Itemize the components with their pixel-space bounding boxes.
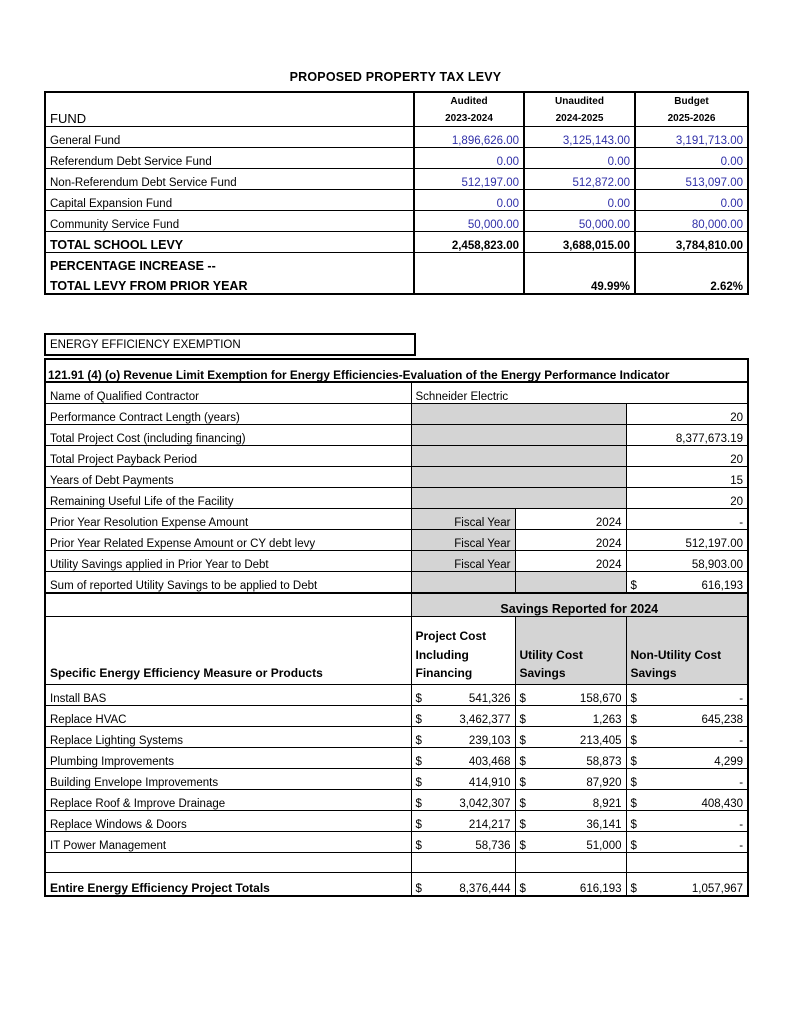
measure-nonutility-savings <box>626 811 748 832</box>
fund-budget-value: 0.00 <box>635 148 748 169</box>
table-row <box>45 211 748 232</box>
measure-name: Plumbing Improvements <box>45 748 411 769</box>
fiscal-label: Prior Year Related Expense Amount or CY debt levy <box>45 530 411 551</box>
measure-row <box>45 811 748 832</box>
spacer-cell <box>626 853 748 873</box>
table-row <box>45 169 748 190</box>
measure-project-cost-value: 239,103 <box>468 734 511 747</box>
project-totals-row <box>45 873 748 897</box>
pct-unaudited-value <box>524 253 635 274</box>
sum-amount-value: 616,193 <box>701 579 744 592</box>
measure-nonutility-savings <box>626 832 748 853</box>
measure-nonutility-savings-value: - <box>739 776 744 789</box>
measure-project-cost <box>411 727 515 748</box>
prior-unaudited-value: 49.99% <box>524 273 635 294</box>
totals-utility-savings <box>515 873 626 897</box>
percentage-increase-row <box>45 253 748 274</box>
currency-symbol: $ <box>630 713 637 726</box>
totals-nonutility-savings-value: 1,057,967 <box>691 882 744 895</box>
fund-budget-value: 3,191,713.00 <box>635 127 748 148</box>
fund-unaudited-value: 0.00 <box>524 190 635 211</box>
currency-symbol: $ <box>630 776 637 789</box>
currency-symbol: $ <box>630 839 637 852</box>
currency-symbol: $ <box>630 818 637 831</box>
spacer-cell <box>45 853 411 873</box>
measure-row <box>45 706 748 727</box>
fund-name: General Fund <box>45 127 414 148</box>
energy-efficiency-exemption-caption <box>44 333 416 356</box>
utility-line1: Utility Cost <box>519 647 583 662</box>
table-row <box>45 488 748 509</box>
sum-blank-2 <box>515 572 626 594</box>
sum-label: Sum of reported Utility Savings to be applied to Debt <box>45 572 411 594</box>
measure-name: Replace Lighting Systems <box>45 727 411 748</box>
currency-symbol: $ <box>415 755 422 768</box>
detail-mid <box>411 467 626 488</box>
column-header-utility-savings <box>515 617 626 685</box>
detail-value: 8,377,673.19 <box>626 425 748 446</box>
fiscal-label: Utility Savings applied in Prior Year to Debt <box>45 551 411 572</box>
measures-header-row <box>45 617 748 685</box>
contractor-label: Name of Qualified Contractor <box>45 382 411 404</box>
currency-symbol: $ <box>415 797 422 810</box>
measure-nonutility-savings-value: - <box>739 818 744 831</box>
measure-utility-savings-value: 1,263 <box>592 713 622 726</box>
currency-symbol: $ <box>630 692 637 705</box>
measure-project-cost <box>411 685 515 706</box>
measure-row <box>45 832 748 853</box>
measure-nonutility-savings <box>626 685 748 706</box>
fund-budget-value: 513,097.00 <box>635 169 748 190</box>
table-header-row <box>45 92 748 110</box>
project-cost-line3: Financing <box>415 666 473 681</box>
measure-name: IT Power Management <box>45 832 411 853</box>
sum-utility-savings-row <box>45 572 748 594</box>
measure-nonutility-savings-value: 4,299 <box>714 755 744 768</box>
measure-nonutility-savings <box>626 727 748 748</box>
fiscal-year-value: 2024 <box>515 551 626 572</box>
column-header-project-cost <box>411 617 515 685</box>
measure-row <box>45 748 748 769</box>
currency-symbol: $ <box>519 882 526 895</box>
measure-name: Replace Roof & Improve Drainage <box>45 790 411 811</box>
contractor-value: Schneider Electric <box>411 382 748 404</box>
measure-utility-savings-value: 213,405 <box>579 734 622 747</box>
detail-value: 20 <box>626 446 748 467</box>
measure-project-cost-value: 541,326 <box>468 692 511 705</box>
total-unaudited-value: 3,688,015.00 <box>524 232 635 253</box>
measure-utility-savings <box>515 769 626 790</box>
fiscal-year-row <box>45 551 748 572</box>
currency-symbol: $ <box>519 797 526 810</box>
column-header-nonutility-savings <box>626 617 748 685</box>
fund-audited-value: 0.00 <box>414 148 524 169</box>
currency-symbol: $ <box>415 818 422 831</box>
currency-symbol: $ <box>519 818 526 831</box>
measure-nonutility-savings <box>626 769 748 790</box>
fund-audited-value: 512,197.00 <box>414 169 524 190</box>
table-row <box>45 467 748 488</box>
detail-label: Performance Contract Length (years) <box>45 404 411 425</box>
measure-utility-savings <box>515 685 626 706</box>
measure-utility-savings-value: 87,920 <box>586 776 622 789</box>
currency-symbol: $ <box>415 692 422 705</box>
measure-project-cost-value: 214,217 <box>468 818 511 831</box>
total-budget-value: 3,784,810.00 <box>635 232 748 253</box>
currency-symbol: $ <box>630 579 637 592</box>
detail-label: Remaining Useful Life of the Facility <box>45 488 411 509</box>
spacer-cell <box>515 853 626 873</box>
measure-row <box>45 685 748 706</box>
page-title: PROPOSED PROPERTY TAX LEVY <box>289 70 502 84</box>
currency-symbol: $ <box>519 734 526 747</box>
project-cost-line1: Project Cost <box>415 629 487 644</box>
measure-utility-savings <box>515 790 626 811</box>
detail-value: 20 <box>626 488 748 509</box>
utility-line2: Savings <box>519 666 566 681</box>
total-audited-value: 2,458,823.00 <box>414 232 524 253</box>
detail-label: Total Project Payback Period <box>45 446 411 467</box>
percentage-increase-label: PERCENTAGE INCREASE -- <box>45 253 414 274</box>
column-header-budget-line2: 2025-2026 <box>635 110 748 127</box>
contractor-row <box>45 382 748 404</box>
table-row <box>45 148 748 169</box>
measure-project-cost-value: 3,042,307 <box>459 797 511 810</box>
fiscal-year-label: Fiscal Year <box>411 551 515 572</box>
fiscal-year-label: Fiscal Year <box>411 509 515 530</box>
measure-name: Building Envelope Improvements <box>45 769 411 790</box>
currency-symbol: $ <box>415 734 422 747</box>
pct-audited-value <box>414 253 524 274</box>
measure-project-cost-value: 58,736 <box>475 839 511 852</box>
measure-project-cost-value: 403,468 <box>468 755 511 768</box>
currency-symbol: $ <box>415 776 422 789</box>
nonutility-line2: Savings <box>630 666 677 681</box>
currency-symbol: $ <box>415 839 422 852</box>
column-header-audited-line1: Audited <box>414 92 524 110</box>
fiscal-year-label: Fiscal Year <box>411 530 515 551</box>
fiscal-year-value: 2024 <box>515 509 626 530</box>
total-label: TOTAL SCHOOL LEVY <box>45 232 414 253</box>
measure-row <box>45 769 748 790</box>
fund-audited-value: 50,000.00 <box>414 211 524 232</box>
prior-audited-value <box>414 273 524 294</box>
detail-label: Years of Debt Payments <box>45 467 411 488</box>
fund-unaudited-value: 3,125,143.00 <box>524 127 635 148</box>
totals-label: Entire Energy Efficiency Project Totals <box>45 873 411 897</box>
measure-name: Install BAS <box>45 685 411 706</box>
currency-symbol: $ <box>519 692 526 705</box>
currency-symbol: $ <box>630 734 637 747</box>
measure-nonutility-savings <box>626 790 748 811</box>
measure-nonutility-savings-value: 645,238 <box>701 713 744 726</box>
measure-utility-savings-value: 158,670 <box>579 692 622 705</box>
pct-budget-value <box>635 253 748 274</box>
energy-efficiency-table <box>44 358 749 897</box>
measure-row <box>45 727 748 748</box>
savings-banner-blank <box>45 593 411 617</box>
detail-mid <box>411 425 626 446</box>
measure-project-cost <box>411 790 515 811</box>
column-header-audited-line2: 2023-2024 <box>414 110 524 127</box>
table-row <box>45 190 748 211</box>
column-header-fund: FUND <box>45 92 414 127</box>
prior-budget-value: 2.62% <box>635 273 748 294</box>
fund-unaudited-value: 512,872.00 <box>524 169 635 190</box>
fund-audited-value: 1,896,626.00 <box>414 127 524 148</box>
measure-nonutility-savings-value: - <box>739 734 744 747</box>
fund-budget-value: 0.00 <box>635 190 748 211</box>
fiscal-amount: 58,903.00 <box>626 551 748 572</box>
measure-utility-savings <box>515 748 626 769</box>
detail-value: 20 <box>626 404 748 425</box>
fund-audited-value: 0.00 <box>414 190 524 211</box>
measure-name: Replace Windows & Doors <box>45 811 411 832</box>
measure-project-cost-value: 414,910 <box>468 776 511 789</box>
project-cost-line2: Including <box>415 647 469 662</box>
measure-project-cost <box>411 832 515 853</box>
property-tax-levy-table <box>44 91 749 295</box>
fiscal-year-row <box>45 509 748 530</box>
currency-symbol: $ <box>630 882 637 895</box>
fund-name: Community Service Fund <box>45 211 414 232</box>
fiscal-year-value: 2024 <box>515 530 626 551</box>
detail-value: 15 <box>626 467 748 488</box>
measure-utility-savings <box>515 727 626 748</box>
measure-row <box>45 790 748 811</box>
measure-utility-savings <box>515 832 626 853</box>
currency-symbol: $ <box>519 839 526 852</box>
currency-symbol: $ <box>519 713 526 726</box>
table-row <box>45 425 748 446</box>
spacer-row <box>45 853 748 873</box>
fiscal-year-row <box>45 530 748 551</box>
fiscal-amount: - <box>626 509 748 530</box>
total-levy-prior-year-row <box>45 273 748 294</box>
measure-utility-savings <box>515 811 626 832</box>
totals-utility-savings-value: 616,193 <box>579 882 622 895</box>
column-header-budget-line1: Budget <box>635 92 748 110</box>
energy-efficiency-exemption-label: ENERGY EFFICIENCY EXEMPTION <box>50 338 241 351</box>
measure-project-cost <box>411 811 515 832</box>
detail-mid <box>411 488 626 509</box>
sum-amount <box>626 572 748 594</box>
fund-budget-value: 80,000.00 <box>635 211 748 232</box>
table-row <box>45 127 748 148</box>
prior-year-label: TOTAL LEVY FROM PRIOR YEAR <box>45 273 414 294</box>
savings-reported-banner: Savings Reported for 2024 <box>411 593 748 617</box>
total-school-levy-row <box>45 232 748 253</box>
measure-utility-savings-value: 36,141 <box>586 818 622 831</box>
detail-mid <box>411 446 626 467</box>
savings-banner-row <box>45 593 748 617</box>
measure-utility-savings-value: 58,873 <box>586 755 622 768</box>
totals-project-cost <box>411 873 515 897</box>
measure-utility-savings <box>515 706 626 727</box>
measure-name: Replace HVAC <box>45 706 411 727</box>
fund-name: Referendum Debt Service Fund <box>45 148 414 169</box>
measure-project-cost-value: 3,462,377 <box>459 713 511 726</box>
detail-mid <box>411 404 626 425</box>
fiscal-label: Prior Year Resolution Expense Amount <box>45 509 411 530</box>
currency-symbol: $ <box>519 776 526 789</box>
statute-row <box>45 359 748 382</box>
detail-label: Total Project Cost (including financing) <box>45 425 411 446</box>
totals-project-cost-value: 8,376,444 <box>459 882 511 895</box>
measure-utility-savings-value: 51,000 <box>586 839 622 852</box>
column-header-measure: Specific Energy Efficiency Measure or Products <box>45 617 411 685</box>
measure-nonutility-savings-value: - <box>739 839 744 852</box>
measure-nonutility-savings <box>626 748 748 769</box>
measure-project-cost <box>411 769 515 790</box>
column-header-unaudited-line2: 2024-2025 <box>524 110 635 127</box>
currency-symbol: $ <box>630 797 637 810</box>
measure-nonutility-savings-value: - <box>739 692 744 705</box>
sum-blank-1 <box>411 572 515 594</box>
table-row <box>45 404 748 425</box>
currency-symbol: $ <box>415 882 422 895</box>
fund-unaudited-value: 0.00 <box>524 148 635 169</box>
measure-utility-savings-value: 8,921 <box>592 797 622 810</box>
measure-project-cost <box>411 748 515 769</box>
currency-symbol: $ <box>415 713 422 726</box>
totals-nonutility-savings <box>626 873 748 897</box>
measure-nonutility-savings <box>626 706 748 727</box>
statute-text: 121.91 (4) (o) Revenue Limit Exemption for Energy Efficiencies-Evaluation of the Energy Performance Indicator <box>45 359 748 382</box>
measure-project-cost <box>411 706 515 727</box>
nonutility-line1: Non-Utility Cost <box>630 647 722 662</box>
fund-name: Capital Expansion Fund <box>45 190 414 211</box>
currency-symbol: $ <box>630 755 637 768</box>
fiscal-amount: 512,197.00 <box>626 530 748 551</box>
column-header-unaudited-line1: Unaudited <box>524 92 635 110</box>
measure-nonutility-savings-value: 408,430 <box>701 797 744 810</box>
fund-unaudited-value: 50,000.00 <box>524 211 635 232</box>
spacer-cell <box>411 853 515 873</box>
currency-symbol: $ <box>519 755 526 768</box>
table-row <box>45 446 748 467</box>
fund-name: Non-Referendum Debt Service Fund <box>45 169 414 190</box>
